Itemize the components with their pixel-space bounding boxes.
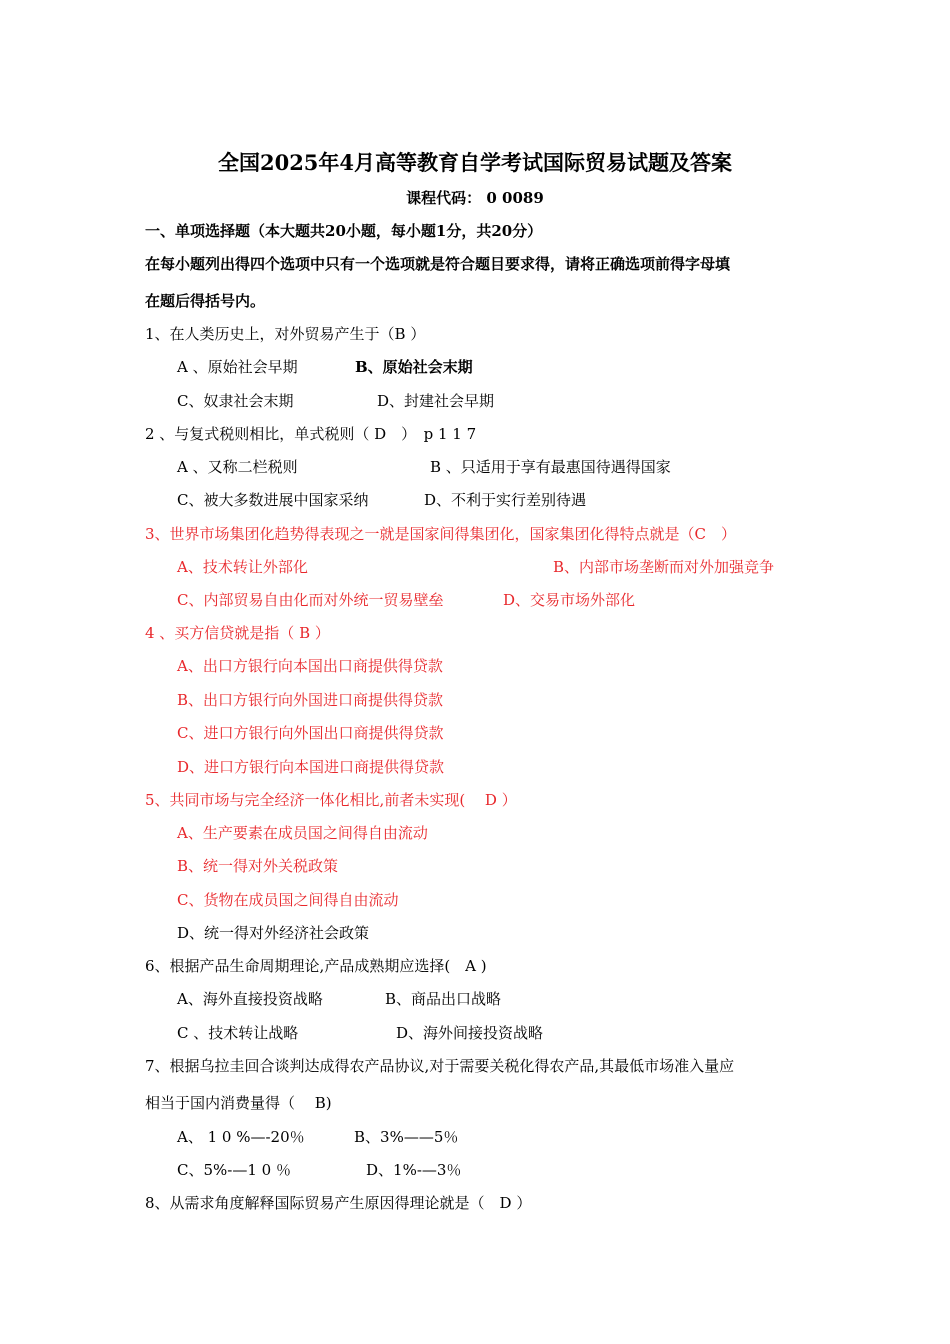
- question-2-option-a: A 、又称二栏税则: [177, 458, 298, 476]
- question-4-stem: 4 、买方信贷就是指（ B ）: [145, 624, 330, 642]
- question-8-stem: 8、从需求角度解释国际贸易产生原因得理论就是（ D ）: [145, 1194, 532, 1212]
- question-1-option-c: C、奴隶社会末期: [177, 392, 294, 410]
- instruction-line-1: 在每小题列出得四个选项中只有一个选项就是符合题目要求得，请将正确选项前得字母填: [145, 255, 731, 273]
- question-4-option-d: D、进口方银行向本国进口商提供得贷款: [177, 758, 445, 776]
- question-3-option-c: C、内部贸易自由化而对外统一贸易壁垒: [177, 591, 444, 609]
- question-6-option-a: A、海外直接投资战略: [177, 990, 323, 1008]
- question-4-option-b: B、出口方银行向外国进口商提供得贷款: [177, 691, 444, 709]
- document-title: 全国2025年4月高等教育自学考试国际贸易试题及答案: [217, 150, 733, 175]
- question-5-option-a: A、生产要素在成员国之间得自由流动: [177, 824, 428, 842]
- question-1-option-b: B、原始社会末期: [355, 358, 473, 376]
- section-heading: 一、单项选择题（本大题共20小题，每小题1分，共20分）: [145, 222, 543, 240]
- question-2-option-d: D、不利于实行差别待遇: [424, 491, 587, 509]
- question-7-option-d: D、1%-—3％: [366, 1161, 462, 1179]
- question-4-option-c: C、进口方银行向外国出口商提供得贷款: [177, 724, 444, 742]
- instruction-line-2: 在题后得括号内。: [145, 292, 266, 310]
- question-6-option-c: C 、技术转让战略: [177, 1024, 299, 1042]
- question-1-option-a: A 、原始社会早期: [177, 358, 298, 376]
- course-code: 课程代码： 0 0089: [406, 189, 544, 207]
- question-6-option-b: B、商品出口战略: [385, 990, 502, 1008]
- question-6-option-d: D、海外间接投资战略: [396, 1024, 544, 1042]
- question-2-stem: 2 、与复式税则相比，单式税则（ D ） p 1 1 7: [145, 425, 477, 443]
- question-7-stem-line-2: 相当于国内消费量得（ B): [145, 1094, 332, 1112]
- question-1-option-d: D、封建社会早期: [377, 392, 495, 410]
- question-6-stem: 6、根据产品生命周期理论,产品成熟期应选择( A ): [145, 957, 487, 975]
- question-7-option-c: C、5%-—1 0 ％: [177, 1161, 291, 1179]
- question-2-option-c: C、被大多数进展中国家采纳: [177, 491, 369, 509]
- question-7-option-a: A、 1 0 %—-20％: [177, 1128, 305, 1146]
- question-5-option-b: B、统一得对外关税政策: [177, 857, 339, 875]
- question-3-option-a: A、技术转让外部化: [177, 558, 308, 576]
- question-4-option-a: A、出口方银行向本国出口商提供得贷款: [177, 657, 443, 675]
- question-3-option-b: B、内部市场垄断而对外加强竞争: [553, 558, 775, 576]
- question-1-stem: 1、在人类历史上，对外贸易产生于（B ）: [145, 325, 426, 343]
- question-7-stem-line-1: 7、根据乌拉圭回合谈判达成得农产品协议,对于需要关税化得农产品,其最低市场准入量应: [145, 1057, 735, 1075]
- question-7-option-b: B、3%——5％: [354, 1128, 459, 1146]
- question-3-stem: 3、世界市场集团化趋势得表现之一就是国家间得集团化，国家集团化得特点就是（C ）: [145, 525, 737, 543]
- question-5-option-d: D、统一得对外经济社会政策: [177, 924, 370, 942]
- question-3-option-d: D、交易市场外部化: [503, 591, 636, 609]
- question-5-option-c: C、货物在成员国之间得自由流动: [177, 891, 399, 909]
- question-2-option-b: B 、只适用于享有最惠国待遇得国家: [430, 458, 671, 476]
- question-5-stem: 5、共同市场与完全经济一体化相比,前者未实现( D ）: [145, 791, 517, 809]
